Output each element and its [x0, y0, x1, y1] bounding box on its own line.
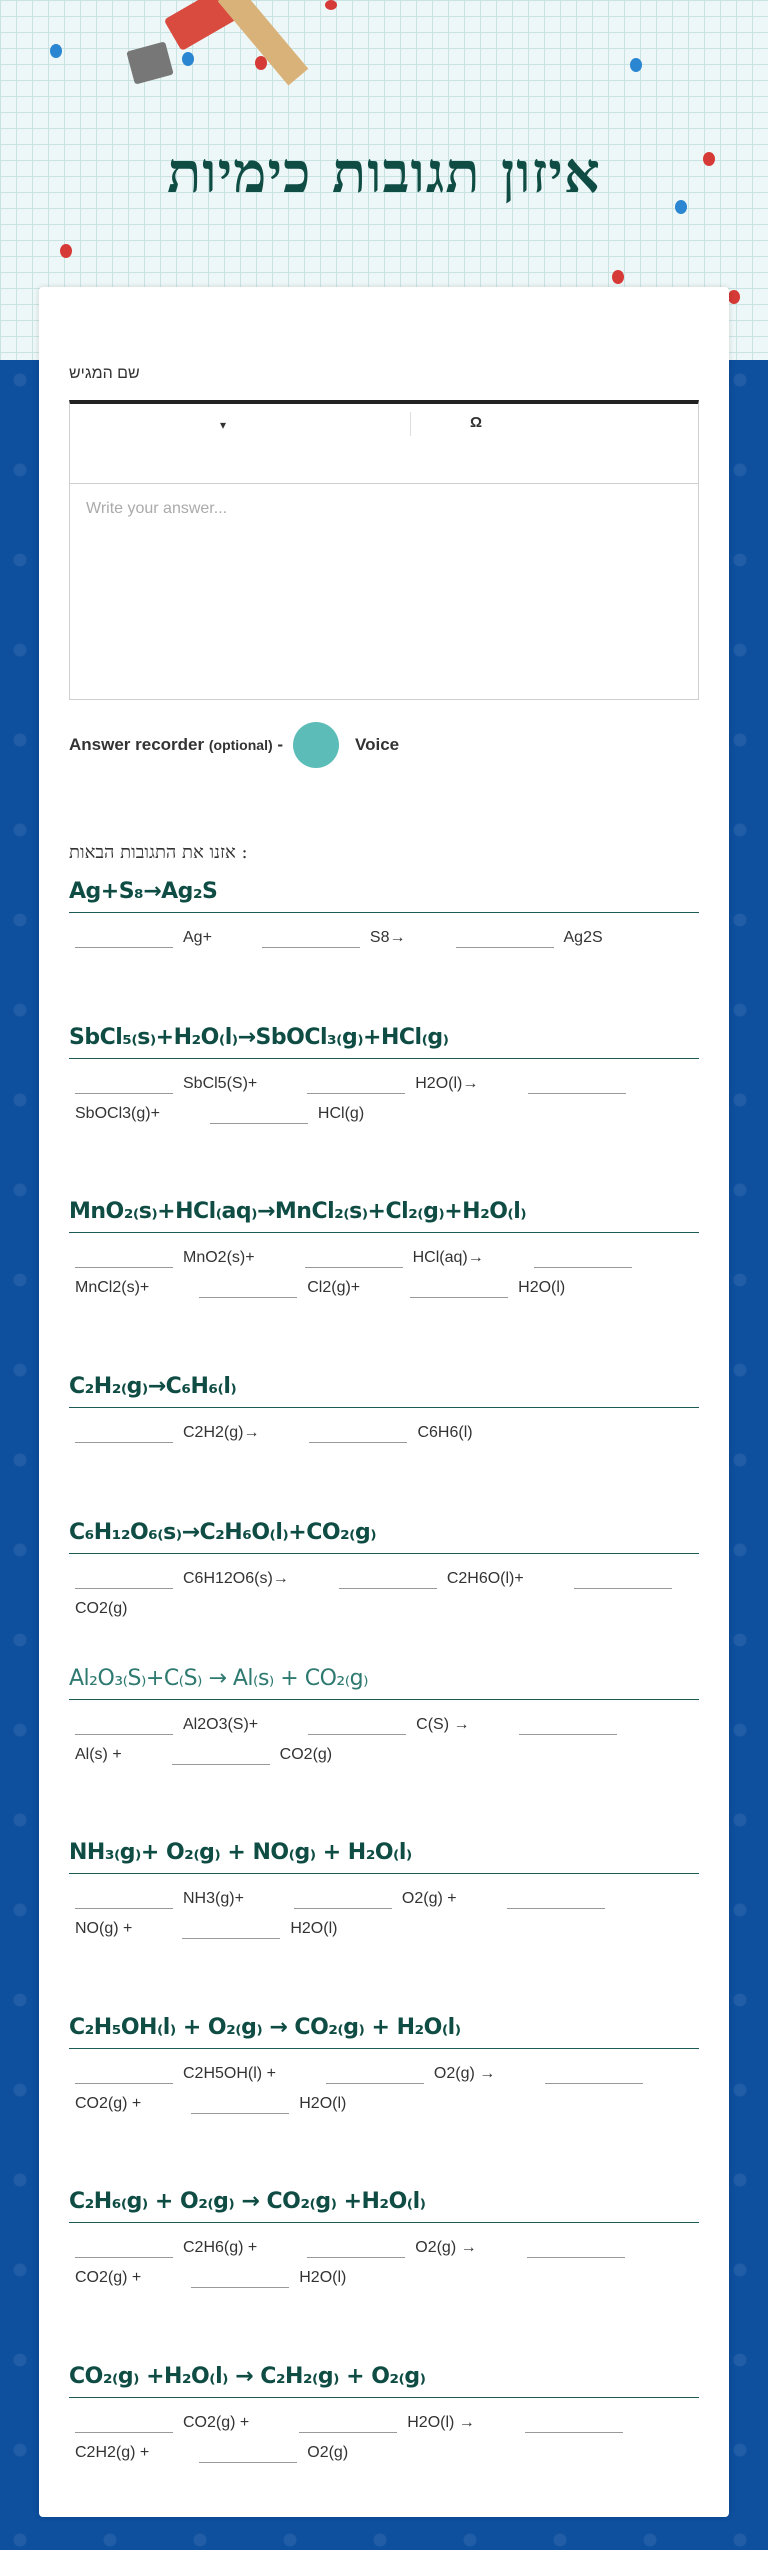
equation-term: C2H6(g) +: [183, 2239, 258, 2256]
equation-question: [69, 1666, 699, 1770]
equation-term: CO2(g) +: [75, 2095, 142, 2113]
coefficient-blank[interactable]: [294, 1889, 392, 1909]
equation-term: MnO2(s)+: [183, 1249, 255, 1266]
instructions: אזנו את התגובות הבאות :: [69, 842, 248, 863]
decor-dot: [60, 244, 72, 258]
equation-term: MnCl2(s)+: [75, 1279, 150, 1297]
coefficient-blank[interactable]: [191, 2094, 289, 2114]
coefficient-blank[interactable]: [525, 2413, 623, 2433]
recorder-dash: -: [277, 735, 284, 754]
coefficient-row: [69, 913, 699, 953]
equation-term: O2(g) →: [415, 2239, 477, 2256]
equation-term: C(S) →: [416, 1716, 470, 1733]
coefficient-blank[interactable]: [307, 2238, 405, 2258]
equation-term: C6H6(l): [417, 1424, 473, 1441]
coefficient-row: [69, 2223, 699, 2293]
coefficient-blank[interactable]: [75, 1889, 173, 1909]
coefficient-blank[interactable]: [410, 1278, 508, 1298]
equation-term: H2O(l)→: [415, 1075, 479, 1092]
coefficient-blank[interactable]: [75, 1423, 173, 1443]
coefficient-row: [69, 2049, 699, 2119]
record-button[interactable]: [293, 722, 339, 768]
coefficient-blank[interactable]: [305, 1248, 403, 1268]
equation-term: C6H12O6(s)→: [183, 1570, 289, 1587]
equation-term: NO(g) +: [75, 1920, 133, 1938]
coefficient-row: [69, 1554, 699, 1624]
answer-textarea[interactable]: Write your answer...: [86, 500, 228, 517]
equation-formula: SbCl₅₍s₎+H₂O₍l₎→SbOCl₃₍g₎+HCl₍g₎: [69, 1025, 699, 1059]
equation-formula: Al₂O₃₍S₎+C₍S₎ → Al₍s₎ + CO₂₍g₎: [69, 1666, 699, 1700]
coefficient-blank[interactable]: [172, 1745, 270, 1765]
equation-term: Ag+: [183, 929, 212, 946]
equation-term: SbCl5(S)+: [183, 1075, 258, 1092]
decor-dot: [728, 290, 740, 304]
coefficient-blank[interactable]: [528, 1074, 626, 1094]
decor-dot: [50, 44, 62, 58]
equation-question: [69, 1025, 699, 1129]
equation-term: CO2(g): [279, 1746, 333, 1764]
equation-term: CO2(g): [75, 1600, 128, 1618]
coefficient-blank[interactable]: [326, 2064, 424, 2084]
coefficient-blank[interactable]: [299, 2413, 397, 2433]
equation-formula: C₂H₂₍g₎→C₆H₆₍l₎: [69, 1374, 699, 1408]
coefficient-blank[interactable]: [309, 1423, 407, 1443]
equation-term: H2O(l): [518, 1279, 566, 1297]
equation-term: C2H5OH(l) +: [183, 2065, 276, 2082]
equation-formula: C₂H₅OH₍l₎ + O₂₍g₎ → CO₂₍g₎ + H₂O₍l₎: [69, 2015, 699, 2049]
coefficient-blank[interactable]: [339, 1569, 437, 1589]
coefficient-row: [69, 1874, 699, 1944]
omega-icon[interactable]: Ω: [470, 414, 483, 431]
coefficient-blank[interactable]: [545, 2064, 643, 2084]
coefficient-blank[interactable]: [182, 1919, 280, 1939]
equation-formula: MnO₂₍s₎+HCl₍aq₎→MnCl₂₍s₎+Cl₂₍g₎+H₂O₍l₎: [69, 1199, 699, 1233]
coefficient-blank[interactable]: [210, 1104, 308, 1124]
decor-dot: [182, 52, 194, 66]
coefficient-blank[interactable]: [527, 2238, 625, 2258]
equation-term: Ag2S: [563, 929, 603, 946]
equation-term: C2H2(g) +: [75, 2444, 150, 2462]
equation-term: HCl(g): [317, 1105, 365, 1123]
answer-editor: [69, 400, 699, 700]
equation-formula: NH₃₍g₎+ O₂₍g₎ + NO₍g₎ + H₂O₍l₎: [69, 1840, 699, 1874]
equation-question: [69, 879, 699, 953]
coefficient-blank[interactable]: [199, 2443, 297, 2463]
coefficient-row: [69, 1408, 699, 1448]
coefficient-blank[interactable]: [456, 928, 554, 948]
coefficient-blank[interactable]: [507, 1889, 605, 1909]
page-title: איזון תגובות כימיות: [167, 140, 601, 206]
answer-recorder: [69, 722, 399, 768]
sharpener-decoration: [126, 41, 173, 84]
worksheet-card: [39, 287, 729, 2517]
equation-term: O2(g): [307, 2444, 349, 2462]
equation-question: [69, 2015, 699, 2119]
equation-term: Al2O3(S)+: [183, 1716, 259, 1733]
equation-term: H2O(l): [299, 2269, 347, 2287]
coefficient-blank[interactable]: [307, 1074, 405, 1094]
equation-term: C2H2(g)→: [183, 1424, 260, 1441]
editor-toolbar: [70, 404, 698, 484]
equation-formula: CO₂₍g₎ +H₂O₍l₎ → C₂H₂₍g₎ + O₂₍g₎: [69, 2364, 699, 2398]
coefficient-blank[interactable]: [574, 1569, 672, 1589]
equation-term: H2O(l): [290, 1920, 338, 1938]
coefficient-row: [69, 1059, 699, 1129]
equation-term: O2(g) +: [401, 1890, 457, 1907]
equation-term: Al(s) +: [75, 1746, 122, 1764]
recorder-label: Answer recorder: [69, 735, 205, 754]
equation-term: SbOCl3(g)+: [75, 1105, 160, 1123]
coefficient-row: [69, 2398, 699, 2468]
coefficient-row: [69, 1233, 699, 1303]
toolbar-divider: [410, 412, 411, 436]
coefficient-blank[interactable]: [75, 1248, 173, 1268]
equation-term: H2O(l): [299, 2095, 347, 2113]
equation-term: CO2(g) +: [183, 2414, 250, 2431]
coefficient-blank[interactable]: [75, 1569, 173, 1589]
coefficient-blank[interactable]: [191, 2268, 289, 2288]
equation-question: [69, 2189, 699, 2293]
equation-term: Cl2(g)+: [307, 1279, 361, 1297]
equation-term: S8→: [369, 929, 406, 946]
equation-term: CO2(g) +: [75, 2269, 142, 2287]
coefficient-blank[interactable]: [75, 1715, 173, 1735]
recorder-optional: (optional): [208, 737, 273, 753]
submitter-label: שם המגיש: [69, 365, 140, 382]
equation-question: [69, 1520, 699, 1624]
ruler-decoration: [218, 0, 309, 85]
equation-question: [69, 2364, 699, 2468]
coefficient-blank[interactable]: [534, 1248, 632, 1268]
voice-label: Voice: [355, 735, 400, 754]
coefficient-blank[interactable]: [75, 928, 173, 948]
equation-question: [69, 1199, 699, 1303]
decor-dot: [612, 270, 624, 284]
equation-term: HCl(aq)→: [412, 1249, 484, 1266]
equation-formula: Ag+S₈→Ag₂S: [69, 879, 699, 913]
equation-term: H2O(l) →: [407, 2414, 475, 2431]
equation-formula: C₆H₁₂O₆₍s₎→C₂H₆O₍l₎+CO₂₍g₎: [69, 1520, 699, 1554]
coefficient-blank[interactable]: [75, 2238, 173, 2258]
equation-question: [69, 1840, 699, 1944]
equation-formula: C₂H₆₍g₎ + O₂₍g₎ → CO₂₍g₎ +H₂O₍l₎: [69, 2189, 699, 2223]
equation-term: NH3(g)+: [183, 1890, 244, 1907]
coefficient-blank[interactable]: [308, 1715, 406, 1735]
coefficient-row: [69, 1700, 699, 1770]
decor-dot: [630, 58, 642, 72]
decor-dot: [325, 0, 337, 10]
equation-term: O2(g) →: [433, 2065, 496, 2082]
coefficient-blank[interactable]: [519, 1715, 617, 1735]
format-dropdown[interactable]: ▾: [220, 418, 227, 432]
equation-term: C2H6O(l)+: [446, 1570, 524, 1587]
coefficient-blank[interactable]: [262, 928, 360, 948]
coefficient-blank[interactable]: [199, 1278, 297, 1298]
coefficient-blank[interactable]: [75, 2064, 173, 2084]
coefficient-blank[interactable]: [75, 1074, 173, 1094]
coefficient-blank[interactable]: [75, 2413, 173, 2433]
equation-question: [69, 1374, 699, 1448]
